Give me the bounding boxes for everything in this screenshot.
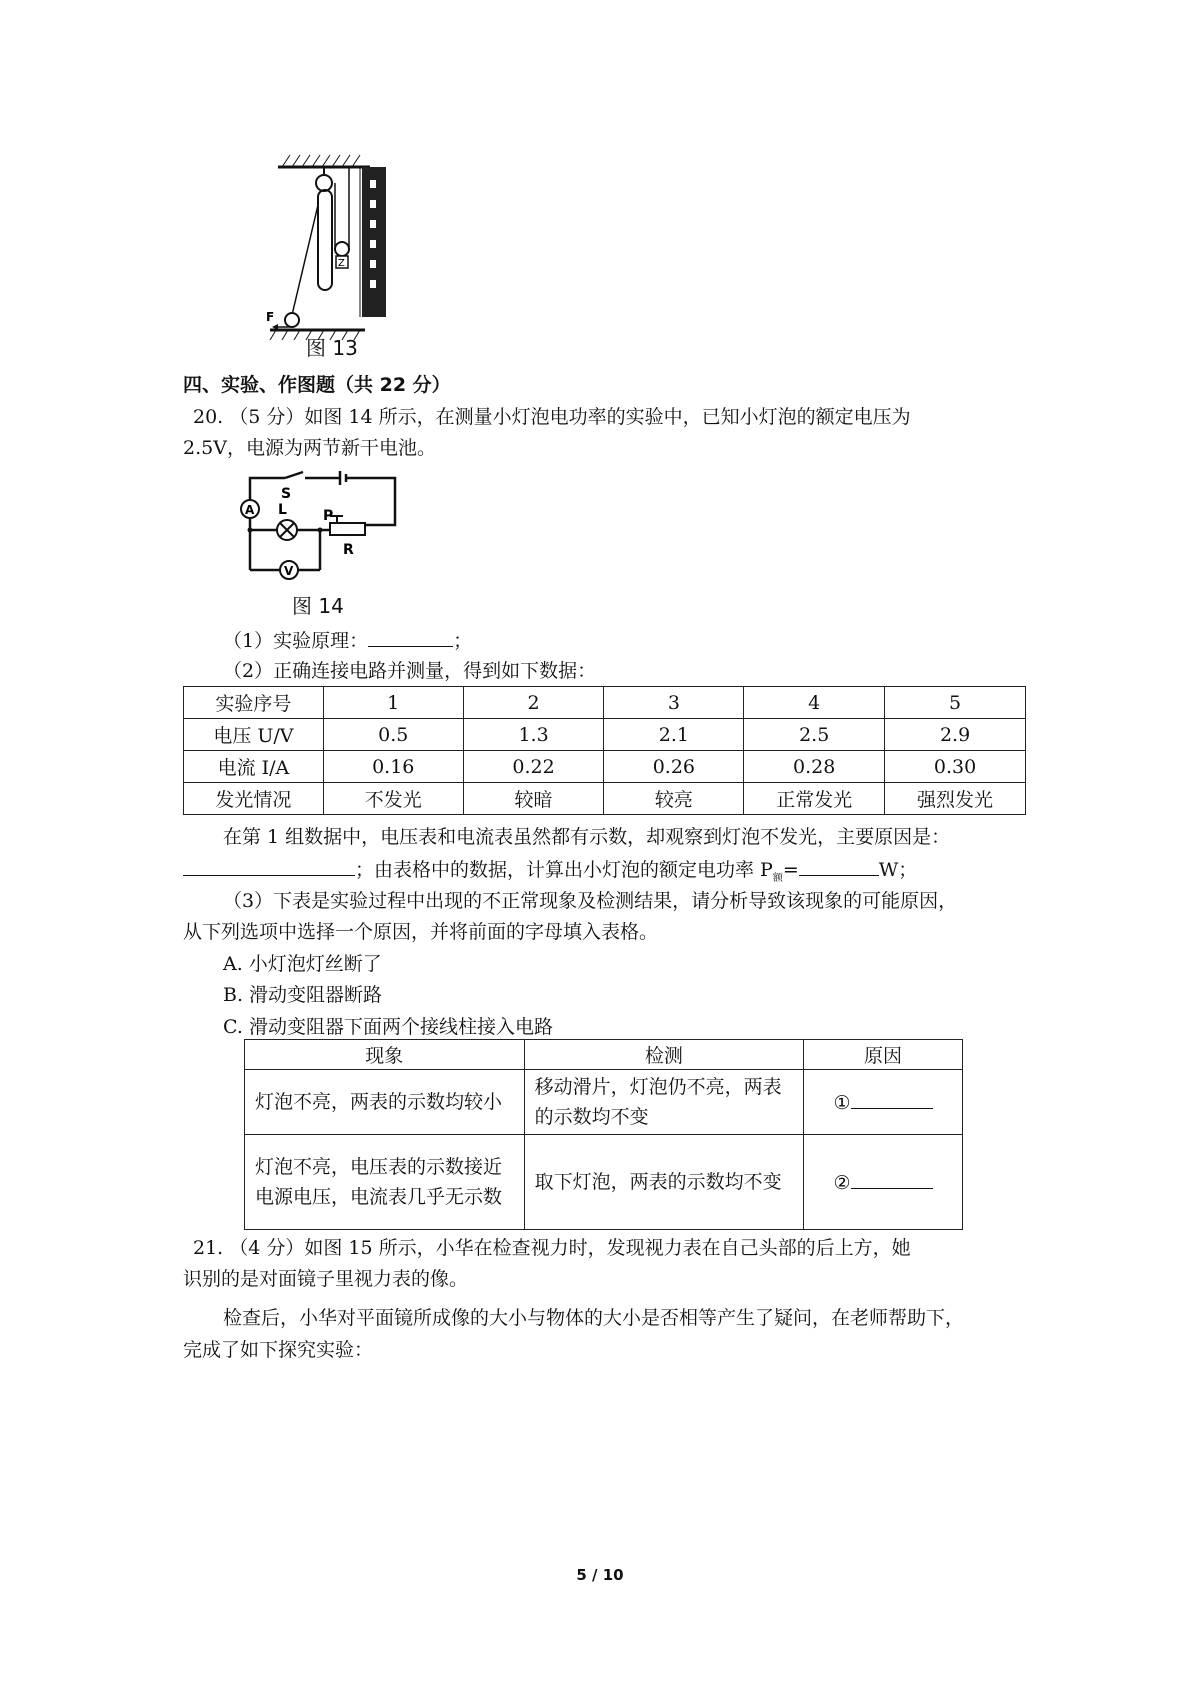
after2-sub: 额: [772, 872, 783, 884]
after2-c: W；: [878, 859, 918, 881]
row-header-cell: 电流 I/A: [184, 751, 324, 783]
measurement-table: [183, 686, 1026, 815]
q20-part3-line2: 从下列选项中选择一个原因，并将前面的字母填入表格。: [183, 921, 659, 943]
phenomenon-cell: 灯泡不亮，电压表的示数接近电源电压，电流表几乎无示数: [245, 1135, 525, 1230]
option-b: B. 滑动变阻器断路: [223, 984, 383, 1006]
q21-line1: 21. （4 分）如图 15 所示，小华在检查视力时，发现视力表在自己头部的后上方，她: [193, 1237, 911, 1259]
table-cell: 不发光: [323, 783, 463, 815]
table-cell: 0.26: [604, 751, 744, 783]
option-c: C. 滑动变阻器下面两个接线柱接入电路: [223, 1016, 553, 1038]
table-cell: 正常发光: [744, 783, 885, 815]
cause-1-blank[interactable]: [851, 1090, 933, 1109]
figure-13-pulley: [266, 145, 400, 360]
header-check: 检测: [524, 1040, 804, 1070]
q21-line3: 检查后，小华对平面镜所成像的大小与物体的大小是否相等产生了疑问，在老师帮助下，: [223, 1307, 965, 1329]
table-cell: 0.30: [885, 751, 1026, 783]
table-cell: 1.3: [463, 719, 604, 751]
table-cell: 2.5: [744, 719, 885, 751]
switch-label: S: [281, 486, 292, 502]
table-cell: 强烈发光: [885, 783, 1026, 815]
table-row: [184, 783, 1026, 815]
header-cause: 原因: [804, 1040, 963, 1070]
figure-14-circuit: [225, 470, 400, 610]
table-cell: 较暗: [463, 783, 604, 815]
table-row: [184, 751, 1026, 783]
reason-blank[interactable]: [183, 857, 355, 876]
figure-14-caption: 图 14: [292, 594, 344, 618]
svg-text:Z: Z: [338, 258, 345, 269]
rheostat-label: R: [343, 542, 354, 558]
q20-part1: [223, 628, 472, 653]
lamp-label: L: [278, 502, 287, 518]
cause-marker: ①: [833, 1092, 851, 1114]
phenomenon-cell: 灯泡不亮，两表的示数均较小: [245, 1070, 525, 1135]
table-cell: 0.16: [323, 751, 463, 783]
cause-marker: ②: [833, 1172, 851, 1194]
header-phenomenon: 现象: [245, 1040, 525, 1070]
table-cell: 3: [604, 687, 744, 719]
table-cell: 0.22: [463, 751, 604, 783]
check-cell: 取下灯泡，两表的示数均不变: [524, 1135, 804, 1230]
q20-part3-line1: （3）下表是实验过程中出现的不正常现象及检测结果，请分析导致该现象的可能原因，: [223, 890, 958, 912]
section-title: 四、实验、作图题（共 22 分）: [183, 374, 451, 396]
table-row: [184, 687, 1026, 719]
part1-text: （1）实验原理：: [223, 630, 369, 652]
q20-after2: [183, 857, 917, 891]
figure-13-caption: 图 13: [306, 336, 358, 360]
table-cell: 1: [323, 687, 463, 719]
table-cell: 2: [463, 687, 604, 719]
row-header-cell: 发光情况: [184, 783, 324, 815]
fault-table: [244, 1039, 963, 1230]
ammeter-label: A: [245, 503, 255, 517]
slider-label: P: [323, 508, 334, 524]
power-blank[interactable]: [799, 857, 879, 876]
force-label: F: [266, 310, 275, 324]
row-header-cell: 电压 U/V: [184, 719, 324, 751]
q20-line1: 20. （5 分）如图 14 所示，在测量小灯泡电功率的实验中，已知小灯泡的额定电压为: [193, 406, 911, 428]
q20-part2: （2）正确连接电路并测量，得到如下数据：: [223, 660, 597, 682]
table-cell: 0.28: [744, 751, 885, 783]
q20-line2: 2.5V，电源为两节新干电池。: [183, 437, 436, 459]
table-cell: 较亮: [604, 783, 744, 815]
check-cell: 移动滑片，灯泡仍不亮，两表的示数均不变: [524, 1070, 804, 1135]
after2-b: =: [782, 859, 799, 881]
table-cell: 2.1: [604, 719, 744, 751]
voltmeter-label: V: [284, 564, 294, 578]
after2-a: ；由表格中的数据，计算出小灯泡的额定电功率 P: [355, 859, 773, 881]
q21-line2: 识别的是对面镜子里视力表的像。: [183, 1268, 469, 1290]
cause-cell: [804, 1135, 963, 1230]
row-header-cell: 实验序号: [184, 687, 324, 719]
table-cell: 0.5: [323, 719, 463, 751]
table-cell: 4: [744, 687, 885, 719]
principle-blank[interactable]: [368, 628, 453, 647]
option-a: A. 小灯泡灯丝断了: [223, 953, 382, 975]
q21-line4: 完成了如下探究实验：: [183, 1339, 374, 1361]
cause-cell: [804, 1070, 963, 1135]
page-number: 5 / 10: [576, 1566, 624, 1584]
q20-after1: 在第 1 组数据中，电压表和电流表虽然都有示数，却观察到灯泡不发光，主要原因是：: [223, 826, 951, 848]
table-cell: 5: [885, 687, 1026, 719]
table-row: [184, 719, 1026, 751]
cause-2-blank[interactable]: [851, 1170, 933, 1189]
table-cell: 2.9: [885, 719, 1026, 751]
part1-end: ；: [453, 630, 473, 652]
